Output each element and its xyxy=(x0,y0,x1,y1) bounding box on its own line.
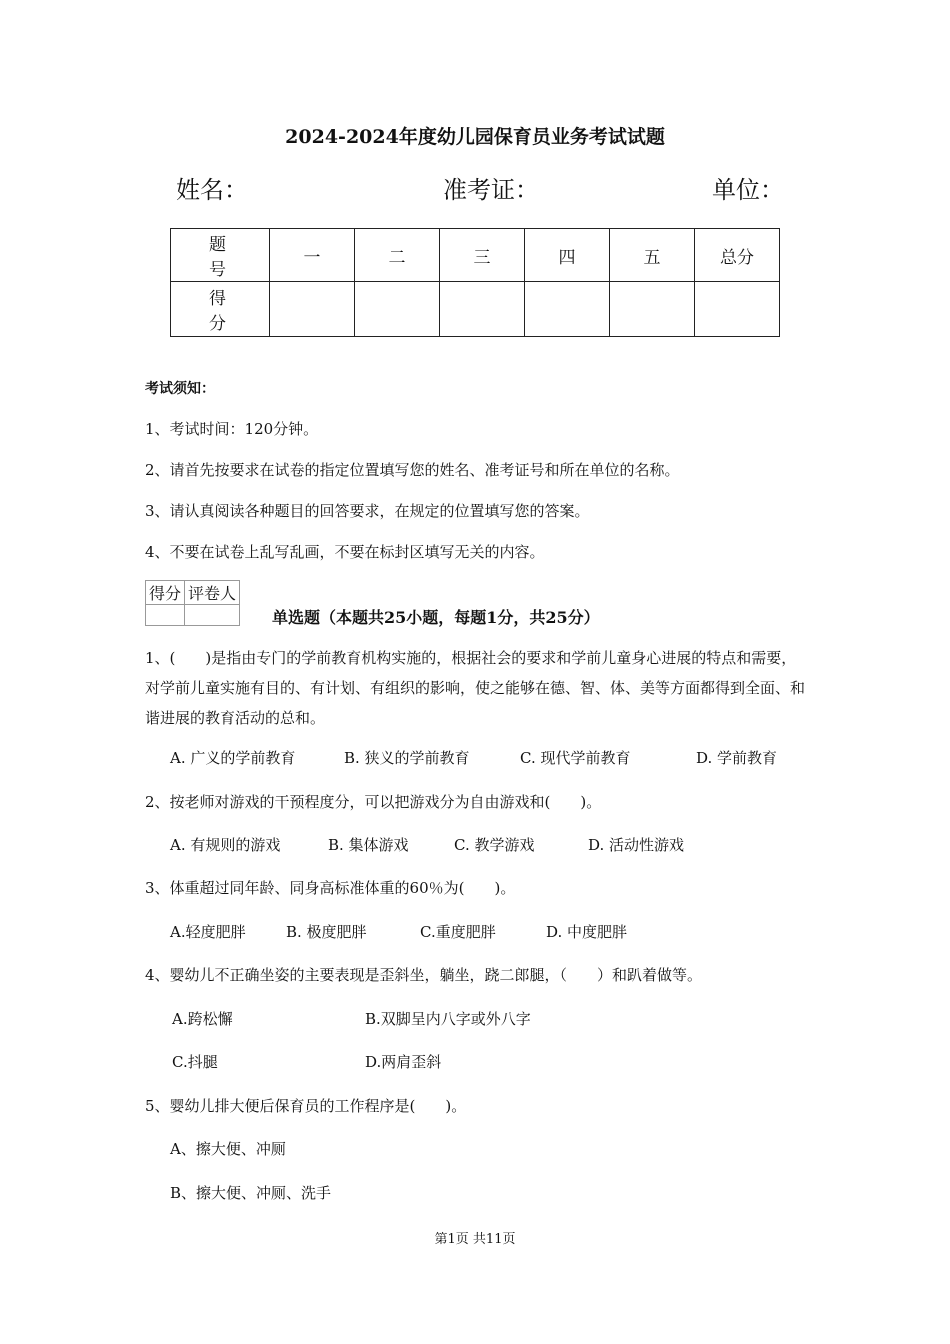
score-table-header-row xyxy=(171,229,780,282)
option-c[interactable]: C. 现代学前教育 xyxy=(520,749,631,767)
score-table-col-total: 总分 xyxy=(694,229,779,282)
grader-name-cell xyxy=(185,605,240,626)
option-c[interactable]: C. 教学游戏 xyxy=(454,836,535,854)
note-item: 3、请认真阅读各种题目的回答要求，在规定的位置填写您的答案。 xyxy=(145,502,590,520)
page-title: 2024-2024年度幼儿园保育员业务考试试题 xyxy=(285,126,665,148)
exam-no-field-label: 准考证： xyxy=(443,176,539,204)
score-table-col-5: 五 xyxy=(609,229,694,282)
note-item: 4、不要在试卷上乱写乱画，不要在标封区填写无关的内容。 xyxy=(145,543,545,561)
score-cell-2 xyxy=(355,282,440,337)
option-b[interactable]: B、擦大便、冲厕、洗手 xyxy=(170,1184,332,1202)
score-cell-3 xyxy=(440,282,525,337)
option-a[interactable]: A. 有规则的游戏 xyxy=(170,836,281,854)
score-cell-total xyxy=(694,282,779,337)
option-a[interactable]: A. 广义的学前教育 xyxy=(170,749,296,767)
option-b[interactable]: B. 狭义的学前教育 xyxy=(344,749,470,767)
score-table xyxy=(170,228,780,337)
option-b[interactable]: B. 集体游戏 xyxy=(328,836,409,854)
option-d[interactable]: D. 活动性游戏 xyxy=(588,836,685,854)
name-field-label: 姓名： xyxy=(176,176,248,204)
grader-name-label: 评卷人 xyxy=(185,581,240,605)
score-table-col-4: 四 xyxy=(524,229,609,282)
question-text: 4、婴幼儿不正确坐姿的主要表现是歪斜坐，躺坐，跷二郎腿，（ ）和趴着做等。 xyxy=(145,966,703,984)
question-text: 1、( )是指由专门的学前教育机构实施的，根据社会的要求和学前儿童身心进展的特点和需要，对学前儿童实施有目的、有计划、有组织的影响，使之能够在德、智、体、美等方面都得到全面、和谐进展的教育活动的总和。 xyxy=(145,649,806,727)
score-table-col-1: 一 xyxy=(270,229,355,282)
grader-score-label: 得分 xyxy=(146,581,185,605)
question-text: 3、体重超过同年龄、同身高标准体重的60％为( )。 xyxy=(145,879,516,897)
score-table-col-3: 三 xyxy=(440,229,525,282)
notes-title: 考试须知： xyxy=(145,381,215,397)
grader-box xyxy=(145,580,240,626)
option-a[interactable]: A.跨松懈 xyxy=(172,1010,233,1028)
option-c[interactable]: C.重度肥胖 xyxy=(420,923,496,941)
section-title: 单选题（本题共25小题，每题1分，共25分） xyxy=(272,608,600,627)
score-cell-5 xyxy=(609,282,694,337)
option-d[interactable]: D.两肩歪斜 xyxy=(365,1053,442,1071)
option-b[interactable]: B. 极度肥胖 xyxy=(286,923,367,941)
score-table-label-score: 得 分 xyxy=(171,282,270,337)
score-cell-1 xyxy=(270,282,355,337)
question-text: 5、婴幼儿排大便后保育员的工作程序是( )。 xyxy=(145,1097,467,1115)
option-d[interactable]: D. 学前教育 xyxy=(696,749,778,767)
option-b[interactable]: B.双脚呈内八字或外八字 xyxy=(365,1010,531,1028)
option-c[interactable]: C.抖腿 xyxy=(172,1053,218,1071)
score-table-score-row xyxy=(171,282,780,337)
note-item: 1、考试时间：120分钟。 xyxy=(145,420,319,438)
note-item: 2、请首先按要求在试卷的指定位置填写您的姓名、准考证号和所在单位的名称。 xyxy=(145,461,680,479)
grader-score-cell xyxy=(146,605,185,626)
option-d[interactable]: D. 中度肥胖 xyxy=(546,923,628,941)
question-text: 2、按老师对游戏的干预程度分，可以把游戏分为自由游戏和( )。 xyxy=(145,793,602,811)
unit-field-label: 单位： xyxy=(712,176,784,204)
score-table-col-2: 二 xyxy=(355,229,440,282)
score-cell-4 xyxy=(524,282,609,337)
score-table-label-question-no: 题 号 xyxy=(171,229,270,282)
option-a[interactable]: A、擦大便、冲厕 xyxy=(170,1140,286,1158)
page-footer: 第1页 共11页 xyxy=(434,1232,516,1247)
option-a[interactable]: A.轻度肥胖 xyxy=(170,923,246,941)
